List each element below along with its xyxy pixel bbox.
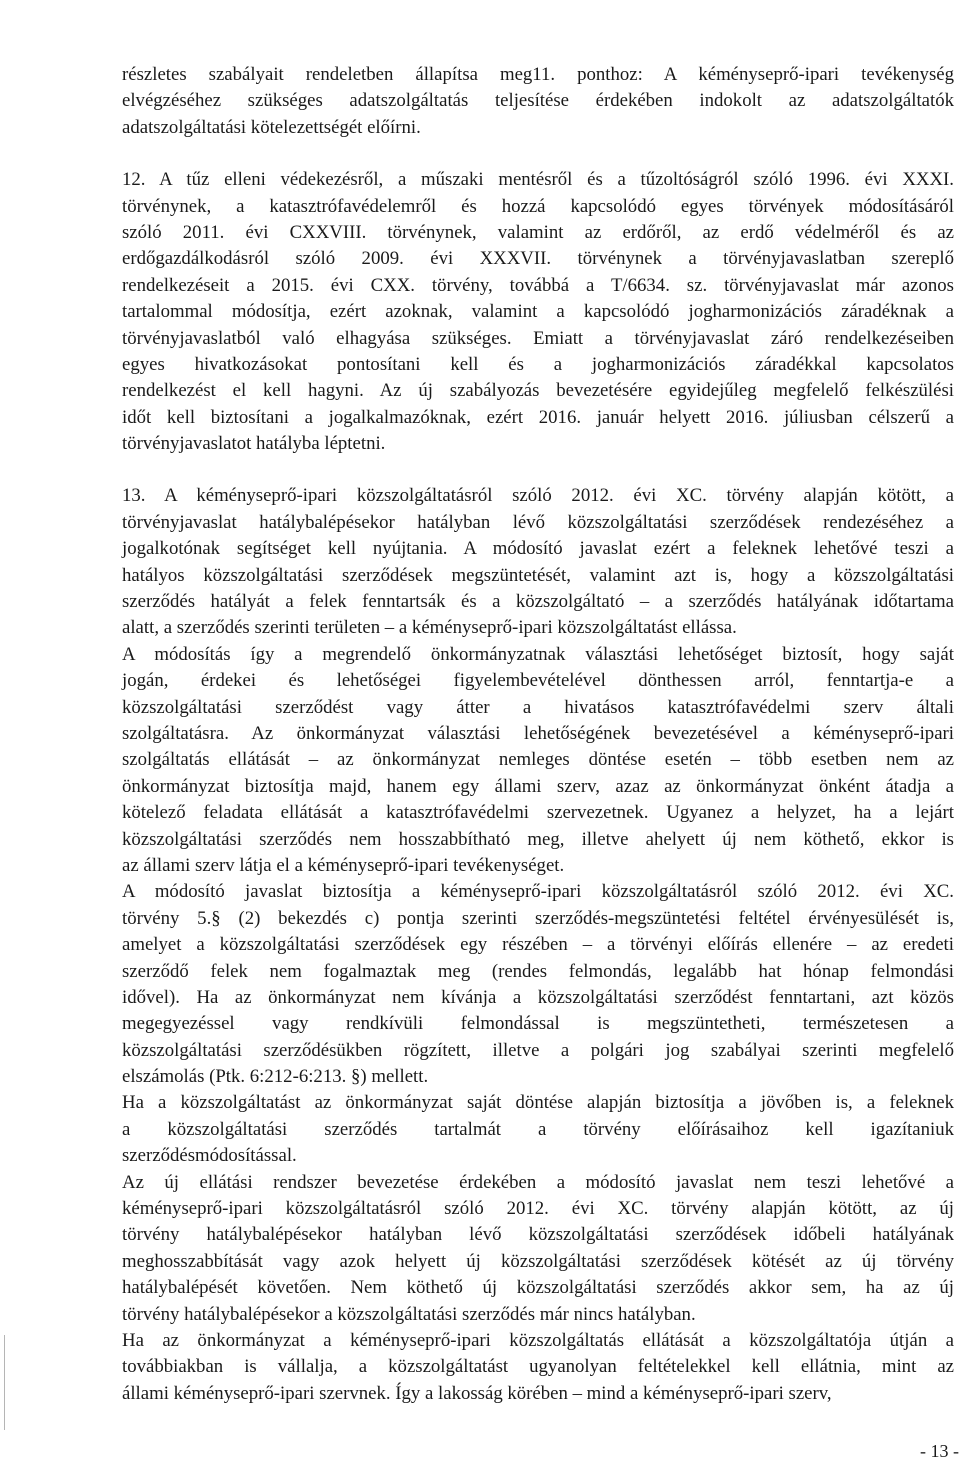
text-line: erdőgazdálkodásról szóló 2009. évi XXXVII. törvénynek a törvényjavaslatban szereplő	[122, 248, 954, 270]
text-line: szerződésmódosítással.	[122, 1145, 297, 1167]
text-line: Ha az önkormányzat a kéményseprő-ipari közszolgáltatás ellátását a közszolgáltatója útján a	[122, 1329, 954, 1351]
text-line: meghosszabbítását vagy azok helyett új közszolgáltatási szerződések kötését az új törvény	[122, 1250, 954, 1272]
margin-mark	[4, 1335, 5, 1430]
text-line: kéményseprő-ipari közszolgáltatásról szóló 2012. évi XC. törvény alapján kötött, az új	[122, 1198, 954, 1220]
text-line: törvényjavaslatot hatályba léptetni.	[122, 433, 386, 455]
text-line: szerződő felek nem fogalmaztak meg (rendes felmondás, legalább hat hónap felmondási	[122, 960, 954, 982]
paragraph-12	[122, 167, 954, 457]
text-line: adatszolgáltatási kötelezettségét előírni.	[122, 116, 421, 138]
text-line: szolgáltatás ellátását – az önkormányzat nemleges döntése esetén – több esetben nem az	[122, 749, 954, 771]
text-line: törvény hatálybalépésekor a közszolgáltatási szerződés már nincs hatályban.	[122, 1303, 696, 1325]
text-line: A módosító javaslat biztosítja a kéményseprő-ipari közszolgáltatásról szóló 2012. évi XC.	[122, 881, 954, 903]
text-line: hatályos közszolgáltatási szerződések megszüntetését, valamint azt is, hogy a közszolgáltatási	[122, 564, 954, 586]
text-line: elvégzéséhez szükséges adatszolgáltatás teljesítése érdekében indokolt az adatszolgáltatók	[122, 90, 954, 112]
text-line: törvényjavaslatból való elhagyása szükséges. Emiatt a törvényjavaslat záró rendelkezéseiben	[122, 327, 954, 349]
text-line: rendelkezést el kell hagyni. Az új szabályozás bevezetésére egyidejűleg megfelelő felkészülési	[122, 380, 954, 402]
text-line: az állami szerv látja el a kéményseprő-ipari tevékenységet.	[122, 854, 565, 876]
text-line: részletes szabályait rendeletben állapítsa meg11. ponthoz: A kéményseprő-ipari tevékenység	[122, 64, 954, 85]
text-line: kötelező feladata ellátását a katasztrófavédelmi szervezetnek. Ugyanez a helyzet, ha a lejárt	[122, 802, 954, 824]
paragraph-intro	[122, 62, 954, 141]
text-line: törvény hatálybalépésekor hatályban lévő közszolgáltatási szerződések időbeli hatályának	[122, 1224, 954, 1246]
text-line: 13. A kéményseprő-ipari közszolgáltatásról szóló 2012. évi XC. törvény alapján kötött, a	[122, 485, 954, 507]
text-line: alatt, a szerződés szerinti területen – a kéményseprő-ipari közszolgáltatást ellássa.	[122, 617, 737, 639]
text-line: törvénynek, a katasztrófavédelemről és hozzá kapcsolódó egyes törvények módosításáról	[122, 195, 954, 217]
text-line: állami kéményseprő-ipari szervnek. Így a lakosság körében – mind a kéményseprő-ipari szerv,	[122, 1382, 832, 1404]
paragraph-gap	[122, 141, 954, 167]
text-line: Az új ellátási rendszer bevezetése érdekében a módosító javaslat nem teszi lehetővé a	[122, 1171, 954, 1193]
text-line: elszámolás (Ptk. 6:212-6:213. §) mellett.	[122, 1066, 429, 1088]
text-line: törvény 5.§ (2) bekezdés c) pontja szerinti szerződés-megszüntetési feltétel érvényesülését is,	[122, 907, 954, 929]
text-line: 12. A tűz elleni védekezésről, a műszaki mentésről és a tűzoltóságról szóló 1996. évi XXXI.	[122, 169, 954, 191]
text-line: A módosítás így a megrendelő önkormányzatnak választási lehetőséget biztosít, hogy saját	[122, 643, 954, 665]
text-line: szerződés hatályát a felek fenntartsák és a közszolgáltató – a szerződés hatályának időtartama	[122, 591, 954, 613]
text-line: rendelkezéseit a 2015. évi CXX. törvény, továbbá a T/6634. sz. törvényjavaslat már azonos	[122, 274, 954, 296]
text-line: közszolgáltatási szerződést vagy átter a hivatásos katasztrófavédelmi szerv általi	[122, 696, 954, 718]
paragraph-gap	[122, 457, 954, 483]
text-line: közszolgáltatási szerződés nem hosszabbítható meg, illetve ahelyett új nem köthető, ekkor is	[122, 828, 954, 850]
text-line: a közszolgáltatási szerződés tartalmát a törvény előírásaihoz kell igazítaniuk	[122, 1118, 954, 1140]
page-number: - 13 -	[920, 1441, 959, 1461]
text-line: időt kell biztosítani a jogalkalmazóknak, ezért 2016. január helyett 2016. júliusban célszerű a	[122, 406, 954, 428]
text-line: Ha a közszolgáltatást az önkormányzat saját döntése alapján biztosítja a jövőben is, a feleknek	[122, 1092, 954, 1114]
text-line: amelyet a közszolgáltatási szerződések egy részében – a törvényi előírás ellenére – az eredeti	[122, 934, 954, 956]
text-line: önkormányzat biztosítja majd, hanem egy állami szerv, azaz az önkormányzat önként átadja a	[122, 775, 954, 797]
text-line: hatálybalépését követően. Nem köthető új közszolgáltatási szerződés akkor sem, ha az új	[122, 1277, 954, 1299]
text-line: egyes hivatkozásokat pontosítani kell és a jogharmonizációs záradékkal kapcsolatos	[122, 353, 954, 375]
text-line: jogalkotónak segítséget kell nyújtania. A módosító javaslat ezért a feleknek lehetővé teszi a	[122, 538, 954, 560]
paragraph-13	[122, 483, 954, 1407]
text-line: továbbiakban is vállalja, a közszolgáltatást ugyanolyan feltételekkel kell ellátnia, mint az	[122, 1356, 954, 1378]
text-line: megegyezéssel vagy rendkívüli felmondással is megszüntetheti, természetesen a	[122, 1013, 954, 1035]
text-line: jogán, érdekei és lehetőségei figyelembevételével dönthessen arról, fenntartja-e a	[122, 670, 954, 692]
text-line: idővel). Ha az önkormányzat nem kívánja a közszolgáltatási szerződést fenntartani, azt közös	[122, 986, 954, 1008]
text-line: tartalommal módosítja, ezért azoknak, valamint a kapcsolódó jogharmonizációs záradéknak a	[122, 301, 954, 323]
text-line: törvényjavaslat hatálybalépésekor hatályban lévő közszolgáltatási szerződések rendezéséhez a	[122, 511, 954, 533]
text-line: közszolgáltatási szerződésükben rögzített, illetve a polgári jog szabályai szerinti megfelelő	[122, 1039, 954, 1061]
document-page	[122, 62, 954, 1407]
text-line: szolgáltatásra. Az önkormányzat választási lehetőségének bevezetésével a kéményseprő-ipari	[122, 722, 954, 744]
text-line: szóló 2011. évi CXXVIII. törvénynek, valamint az erdőről, az erdő védelméről és az	[122, 221, 954, 243]
